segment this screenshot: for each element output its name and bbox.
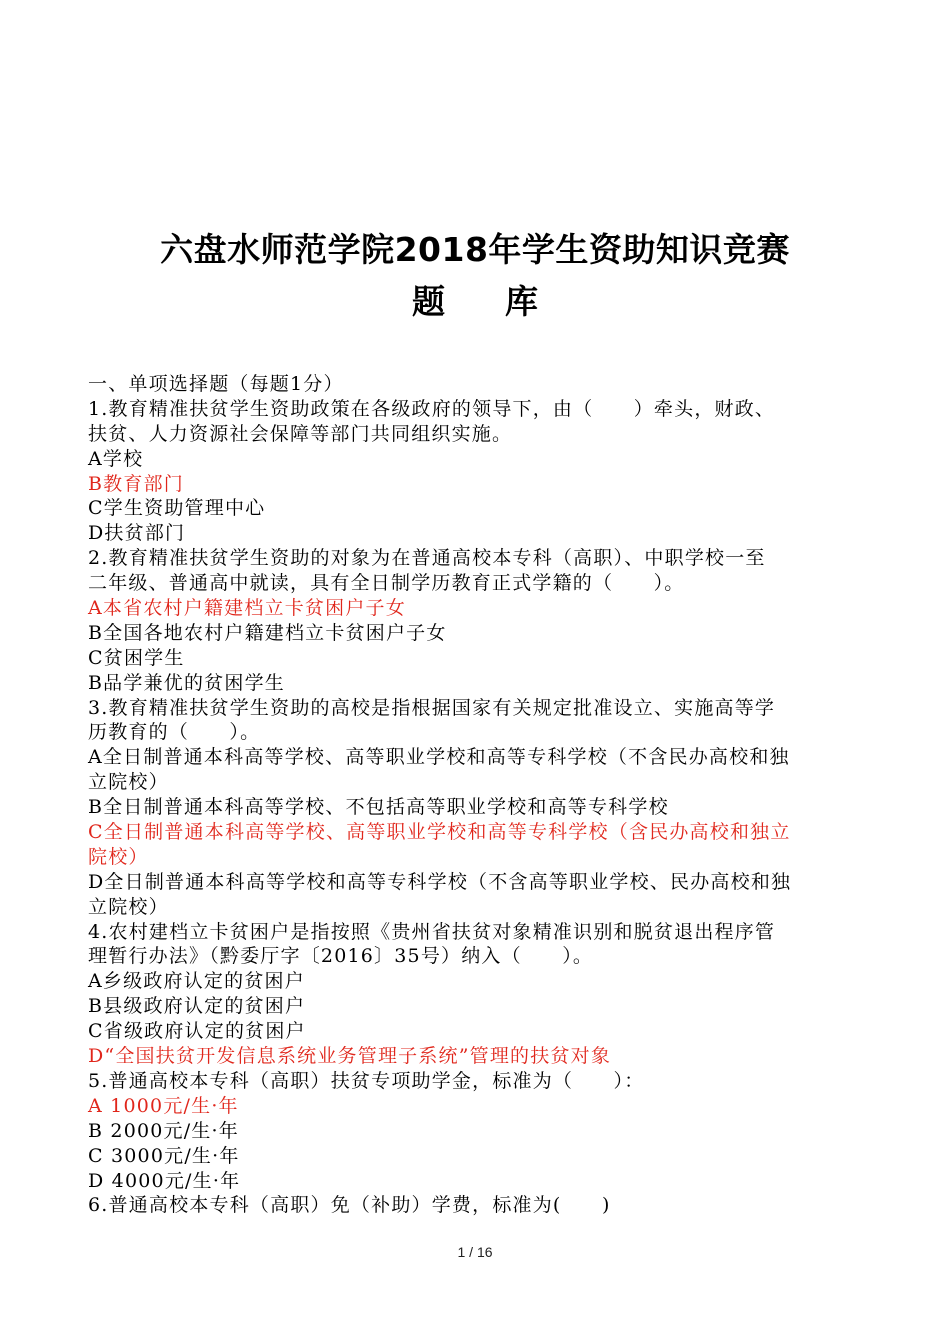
text-line: A全日制普通本科高等学校、高等职业学校和高等专科学校（不含民办高校和独	[88, 746, 790, 769]
text-line: 历教育的（ ）。	[88, 721, 261, 744]
text-line: B县级政府认定的贫困户	[88, 995, 306, 1018]
text-line: B品学兼优的贫困学生	[88, 671, 285, 694]
text-line: D全日制普通本科高等学校和高等专科学校（不含高等职业学校、民办高校和独	[88, 870, 792, 893]
answer-line: C全日制普通本科高等学校、高等职业学校和高等专科学校（含民办高校和独立	[88, 821, 791, 844]
text-line: C 3000元/生·年	[88, 1144, 240, 1167]
answer-line: A本省农村户籍建档立卡贫困户子女	[88, 597, 406, 620]
text-line: 1.教育精准扶贫学生资助政策在各级政府的领导下，由（ ）牵头，财政、	[88, 397, 776, 420]
text-line: A学校	[88, 447, 144, 470]
text-line: D 4000元/生·年	[88, 1169, 241, 1192]
answer-line: A 1000元/生·年	[88, 1094, 239, 1117]
text-line: 一、单项选择题（每题1分）	[88, 373, 344, 395]
text-line: C贫困学生	[88, 646, 185, 669]
page-number: 1 / 16	[457, 1244, 493, 1260]
text-line: B全日制普通本科高等学校、不包括高等职业学校和高等专科学校	[88, 796, 669, 819]
text-line: 2.教育精准扶贫学生资助的对象为在普通高校本专科（高职）、中职学校一至	[88, 547, 766, 570]
text-line: B全国各地农村户籍建档立卡贫困户子女	[88, 621, 447, 644]
text-line: 二年级、普通高中就读，具有全日制学历教育正式学籍的（ ）。	[88, 572, 685, 595]
text-line: 4.农村建档立卡贫困户是指按照《贵州省扶贫对象精准识别和脱贫退出程序管	[88, 920, 776, 943]
text-line: 3.教育精准扶贫学生资助的高校是指根据国家有关规定批准设立、实施高等学	[88, 696, 776, 719]
answer-line: D“全国扶贫开发信息系统业务管理子系统”管理的扶贫对象	[88, 1045, 612, 1068]
question-bank-body	[88, 372, 864, 1218]
text-line: 立院校）	[88, 895, 169, 918]
doc-title: 六盘水师范学院2018年学生资助知识竞赛	[160, 230, 790, 269]
text-line: 立院校）	[88, 771, 169, 794]
doc-subtitle: 题库	[412, 282, 598, 321]
text-line: C学生资助管理中心	[88, 497, 266, 520]
answer-line: 院校）	[88, 845, 149, 868]
text-line: D扶贫部门	[88, 522, 186, 545]
answer-line: B教育部门	[88, 472, 184, 495]
text-line: 6.普通高校本专科（高职）免（补助）学费，标准为( )	[88, 1194, 611, 1217]
text-line: A乡级政府认定的贫困户	[88, 970, 305, 993]
text-line: B 2000元/生·年	[88, 1119, 239, 1142]
text-line: C省级政府认定的贫困户	[88, 1020, 306, 1043]
text-line: 扶贫、人力资源社会保障等部门共同组织实施。	[88, 422, 513, 445]
text-line: 理暂行办法》（黔委厅字〔2016〕35号）纳入（ ）。	[88, 945, 594, 968]
text-line: 5.普通高校本专科（高职）扶贫专项助学金，标准为（ ）：	[88, 1069, 645, 1092]
